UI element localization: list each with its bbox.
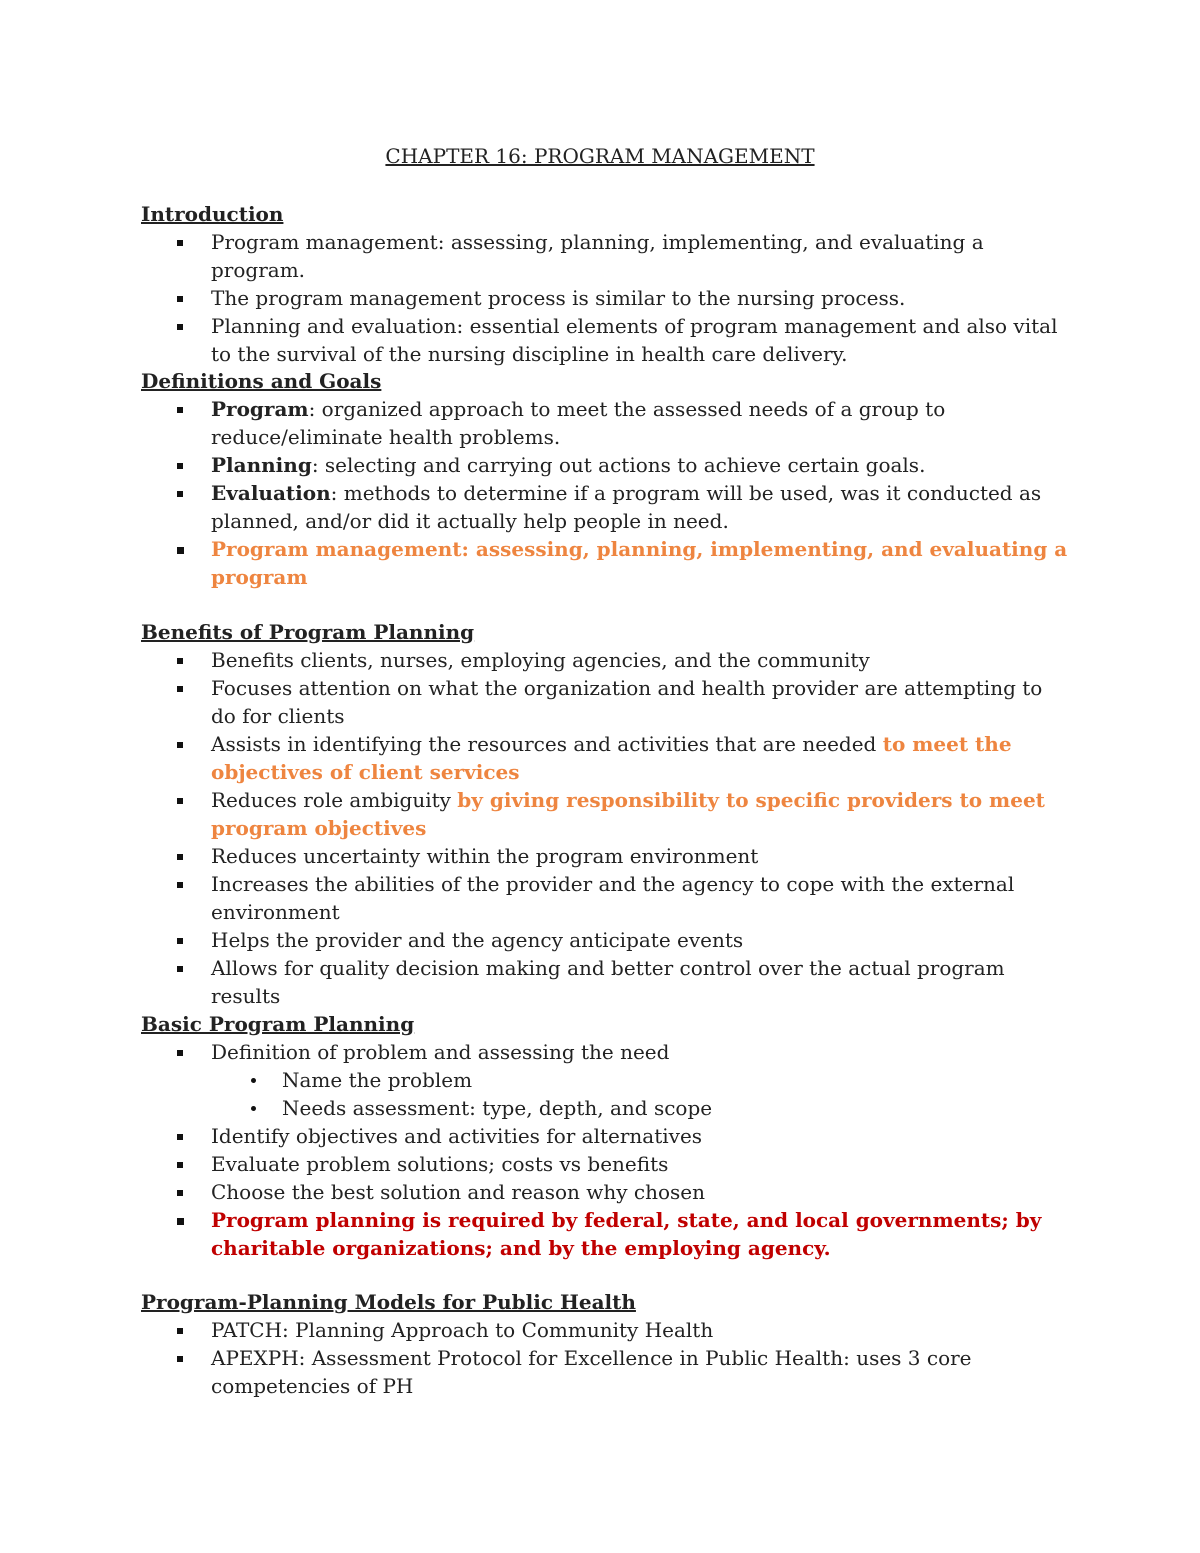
- list-item: Increases the abilities of the provider and the agency to cope with the external environment: [141, 870, 1071, 926]
- square-bullet-icon: [177, 882, 183, 888]
- square-bullet-icon: [177, 407, 183, 413]
- list-item-highlight: Program management: assessing, planning, implementing, and evaluating a program: [141, 535, 1071, 591]
- section-benefits: [141, 618, 1071, 1010]
- term: Program: [211, 397, 309, 421]
- list-item: Allows for quality decision making and better control over the actual program results: [141, 954, 1071, 1010]
- square-bullet-icon: [177, 1218, 184, 1225]
- square-bullet-icon: [177, 686, 183, 692]
- list-item: Evaluation: methods to determine if a program will be used, was it conducted as planned, and/or did it actually help people in need.: [141, 479, 1071, 535]
- list-item: Assists in identifying the resources and activities that are needed to meet the objectives of client services: [141, 730, 1071, 786]
- sub-list-item: Name the problem: [141, 1066, 1071, 1094]
- square-bullet-icon: [177, 240, 183, 246]
- list-item: APEXPH: Assessment Protocol for Excellence in Public Health: uses 3 core competencies of PH: [141, 1344, 1071, 1400]
- square-bullet-icon: [177, 658, 183, 664]
- list-item: PATCH: Planning Approach to Community Health: [141, 1316, 1071, 1344]
- square-bullet-icon: [177, 296, 183, 302]
- list-item-highlight: Program planning is required by federal, state, and local governments; by charitable organizations; and by the employing agency.: [141, 1206, 1071, 1262]
- list-item: Identify objectives and activities for alternatives: [141, 1122, 1071, 1150]
- section-planning-models: [141, 1288, 1071, 1400]
- bullet-list: [141, 646, 1071, 1010]
- square-bullet-icon: [177, 854, 183, 860]
- term: Planning: [211, 453, 312, 477]
- list-item: Focuses attention on what the organization and health provider are attempting to do for clients: [141, 674, 1071, 730]
- list-item: Reduces role ambiguity by giving responsibility to specific providers to meet program objectives: [141, 786, 1071, 842]
- list-item: Evaluate problem solutions; costs vs benefits: [141, 1150, 1071, 1178]
- section-heading: Benefits of Program Planning: [141, 620, 475, 644]
- square-bullet-icon: [177, 1328, 183, 1334]
- square-bullet-icon: [177, 798, 183, 804]
- square-bullet-icon: [177, 742, 183, 748]
- list-item: Helps the provider and the agency anticipate events: [141, 926, 1071, 954]
- square-bullet-icon: [177, 1162, 183, 1168]
- square-bullet-icon: [177, 463, 183, 469]
- square-bullet-icon: [177, 547, 184, 554]
- list-item: Choose the best solution and reason why chosen: [141, 1178, 1071, 1206]
- list-item: Program: organized approach to meet the assessed needs of a group to reduce/eliminate health problems.: [141, 395, 1071, 451]
- list-item: Program management: assessing, planning, implementing, and evaluating a program.: [141, 228, 1071, 284]
- round-bullet-icon: [251, 1078, 256, 1083]
- square-bullet-icon: [177, 938, 183, 944]
- bullet-list: [141, 1316, 1071, 1400]
- term: Evaluation: [211, 481, 331, 505]
- square-bullet-icon: [177, 1050, 183, 1056]
- highlight-text: to meet the objectives of client services: [211, 732, 1012, 784]
- list-item: The program management process is similar to the nursing process.: [141, 284, 1071, 312]
- bullet-list: [141, 1038, 1071, 1262]
- section-heading: Introduction: [141, 202, 284, 226]
- sub-list-item: Needs assessment: type, depth, and scope: [141, 1094, 1071, 1122]
- bullet-list: [141, 395, 1071, 591]
- section-basic-planning: [141, 1010, 1071, 1262]
- list-item: Planning and evaluation: essential elements of program management and also vital to the survival of the nursing discipline in health care delivery.: [141, 312, 1071, 368]
- section-definitions-goals: [141, 367, 1071, 591]
- square-bullet-icon: [177, 1190, 183, 1196]
- square-bullet-icon: [177, 491, 183, 497]
- list-item: Planning: selecting and carrying out actions to achieve certain goals.: [141, 451, 1071, 479]
- section-heading: Basic Program Planning: [141, 1012, 415, 1036]
- list-item: Definition of problem and assessing the need: [141, 1038, 1071, 1066]
- square-bullet-icon: [177, 324, 183, 330]
- bullet-list: [141, 228, 1071, 368]
- list-item: Reduces uncertainty within the program environment: [141, 842, 1071, 870]
- page-title: CHAPTER 16: PROGRAM MANAGEMENT: [385, 144, 815, 168]
- round-bullet-icon: [251, 1106, 256, 1111]
- section-heading: Definitions and Goals: [141, 369, 382, 393]
- section-introduction: [141, 200, 1071, 368]
- square-bullet-icon: [177, 1356, 183, 1362]
- square-bullet-icon: [177, 966, 183, 972]
- highlight-text: by giving responsibility to specific providers to meet program objectives: [211, 788, 1045, 840]
- list-item: Benefits clients, nurses, employing agencies, and the community: [141, 646, 1071, 674]
- square-bullet-icon: [177, 1134, 183, 1140]
- section-heading: Program-Planning Models for Public Health: [141, 1290, 636, 1314]
